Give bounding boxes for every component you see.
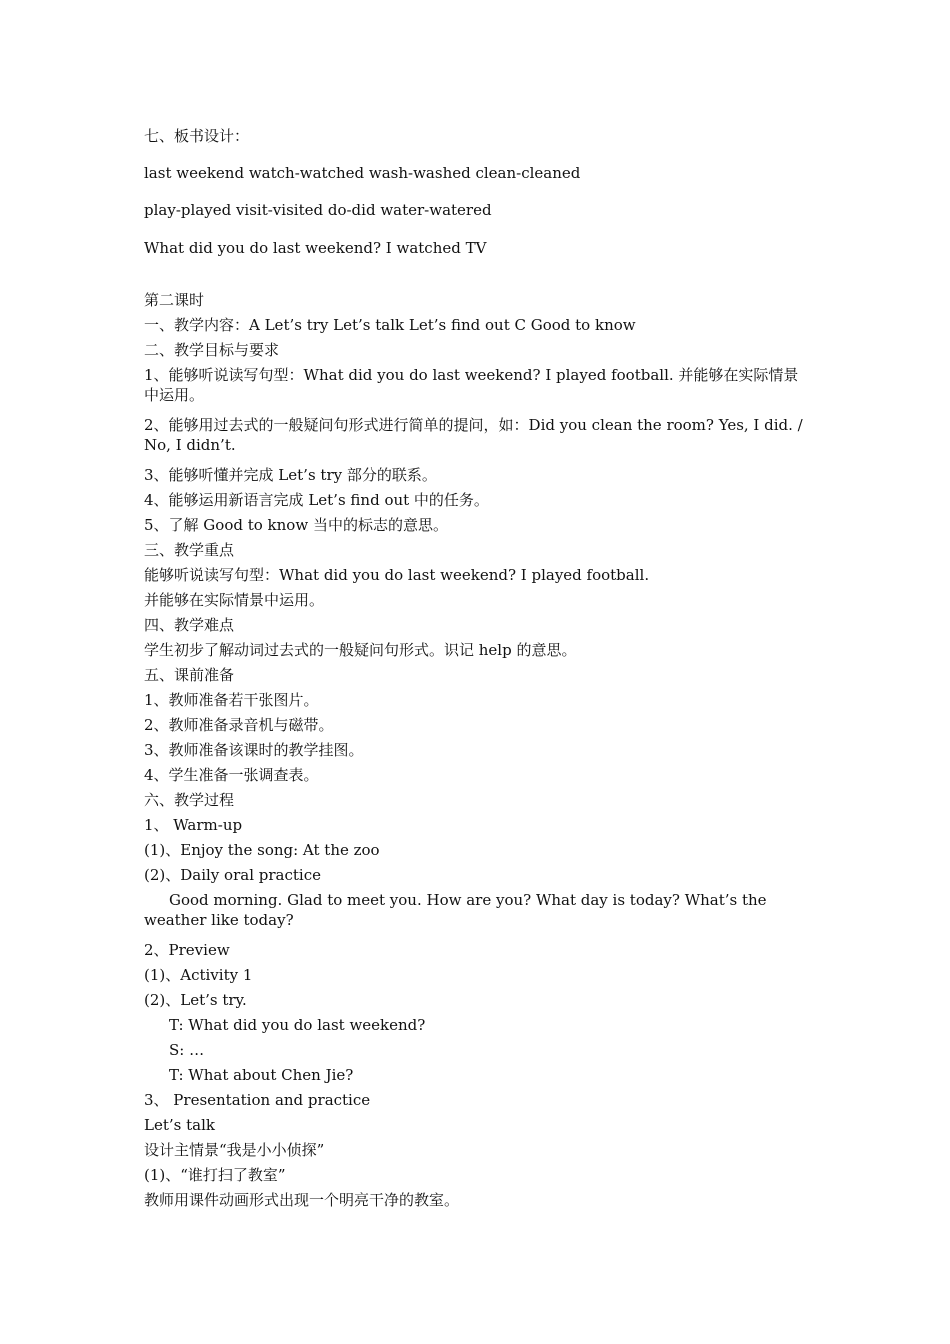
objective-4: 4、能够运用新语言完成 Let’s find out 中的任务。 xyxy=(144,491,489,509)
step-2-activity: (1)、Activity 1 xyxy=(144,966,253,984)
section-seven-title: 七、板书设计： xyxy=(144,127,250,145)
dialog-line-2: S: … xyxy=(169,1041,205,1059)
objective-3: 3、能够听懂并完成 Let’s try 部分的联系。 xyxy=(144,466,437,484)
lesson-two-title: 第二课时 xyxy=(144,291,205,309)
dialog-line-1: T: What did you do last weekend? xyxy=(169,1016,426,1034)
teaching-content: 一、教学内容：A Let’s try Let’s talk Let’s find out C Good to know xyxy=(144,316,636,334)
objective-1: 1、能够听说读写句型：What did you do last weekend? I played football. 并能够在实际情景中运用。 xyxy=(144,366,799,404)
preparation-title: 五、课前准备 xyxy=(144,666,235,684)
dialog-line-3: T: What about Chen Jie? xyxy=(169,1066,354,1084)
preparation-3: 3、教师准备该课时的教学挂图。 xyxy=(144,741,364,759)
scene-description: 教师用课件动画形式出现一个明亮干净的教室。 xyxy=(144,1191,460,1209)
board-design-line-3: What did you do last weekend? I watched TV xyxy=(144,239,487,257)
scene-item-1: (1)、“谁打扫了教室” xyxy=(144,1166,286,1184)
step-1-warm-up: 1、 Warm-up xyxy=(144,816,243,834)
lets-talk-heading: Let’s talk xyxy=(144,1116,215,1134)
difficulty-1: 学生初步了解动词过去式的一般疑问句形式。识记 help 的意思。 xyxy=(144,641,577,659)
objective-5: 5、了解 Good to know 当中的标志的意思。 xyxy=(144,516,448,534)
preparation-1: 1、教师准备若干张图片。 xyxy=(144,691,319,709)
step-1-song: (1)、Enjoy the song: At the zoo xyxy=(144,841,380,859)
preparation-2: 2、教师准备录音机与磁带。 xyxy=(144,716,334,734)
process-title: 六、教学过程 xyxy=(144,791,235,809)
board-design-line-2: play-played visit-visited do-did water-watered xyxy=(144,201,492,219)
key-point-2: 并能够在实际情景中运用。 xyxy=(144,591,325,609)
main-scene-design: 设计主情景“我是小小侦探” xyxy=(144,1141,325,1159)
step-1-oral-practice: (2)、Daily oral practice xyxy=(144,866,321,884)
preparation-4: 4、学生准备一张调查表。 xyxy=(144,766,319,784)
difficulty-title: 四、教学难点 xyxy=(144,616,235,634)
oral-practice-text: Good morning. Glad to meet you. How are you? What day is today? What’s the weather like today? xyxy=(144,891,767,929)
key-points-title: 三、教学重点 xyxy=(144,541,235,559)
key-point-1: 能够听说读写句型：What did you do last weekend? I played football. xyxy=(144,566,650,584)
objective-2: 2、能够用过去式的一般疑问句形式进行简单的提问，如：Did you clean the room? Yes, I did. / No, I didn’t. xyxy=(144,416,803,454)
step-2-lets-try: (2)、Let’s try. xyxy=(144,991,247,1009)
board-design-line-1: last weekend watch-watched wash-washed clean-cleaned xyxy=(144,164,581,182)
step-2-preview: 2、Preview xyxy=(144,941,230,959)
step-3-presentation: 3、 Presentation and practice xyxy=(144,1091,371,1109)
objectives-title: 二、教学目标与要求 xyxy=(144,341,280,359)
